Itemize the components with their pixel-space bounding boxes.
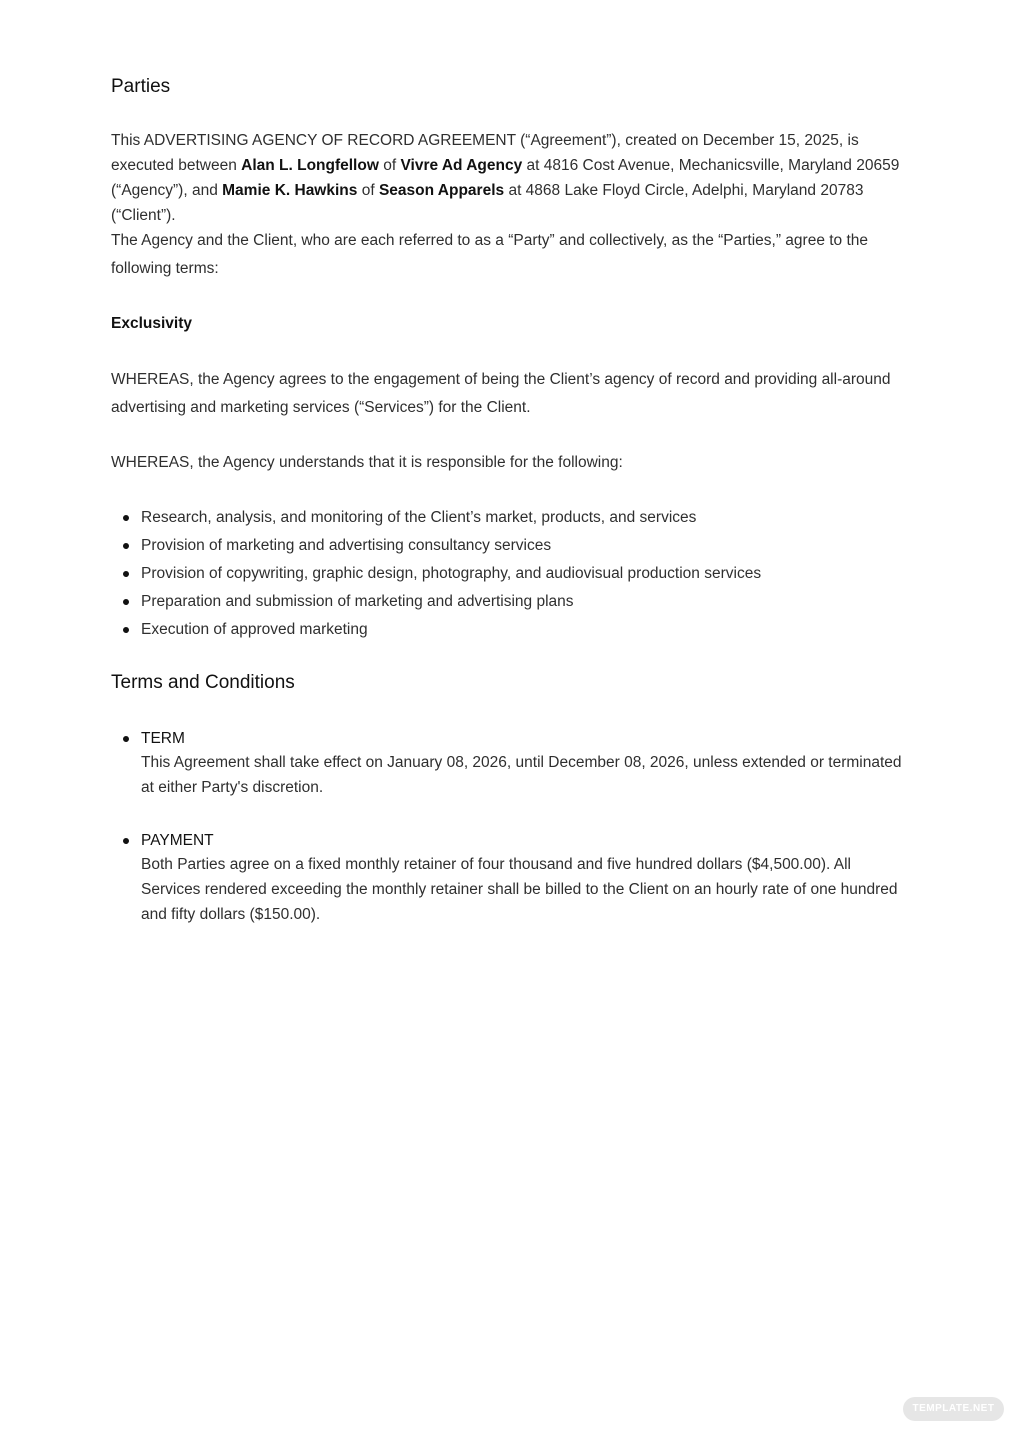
exclusivity-heading: Exclusivity xyxy=(111,315,192,332)
exclusivity-whereas-1: WHEREAS, the Agency agrees to the engagement of being the Client’s agency of record and providing all-around advertising and marketing services (“Services”) for the Client. xyxy=(111,371,891,416)
list-item-text: Execution of approved marketing xyxy=(141,621,368,638)
exclusivity-whereas-2: WHEREAS, the Agency understands that it is responsible for the following: xyxy=(111,454,623,471)
payment-body: Both Parties agree on a fixed monthly retainer of four thousand and five hundred dollars ($4,500.00). All Services rendered exceeding the monthly retainer shall be billed to the Client on an hourly rate of one hundred and fifty dollars ($150.00). xyxy=(141,856,898,923)
bullet-icon xyxy=(123,627,129,633)
list-item xyxy=(111,560,911,588)
parties-text-3: at 4868 Lake Floyd Circle, Adelphi, Maryland 20783 (“Client”). xyxy=(111,182,864,224)
bullet-icon xyxy=(123,543,129,549)
list-item-text: Preparation and submission of marketing and advertising plans xyxy=(141,593,574,610)
parties-agreement-paragraph: The Agency and the Client, who are each referred to as a “Party” and collectively, as the “Parties,” agree to the following terms: xyxy=(111,232,869,277)
parties-text-of-1: of xyxy=(378,157,401,174)
parties-text-2: at 4816 Cost Avenue, Mechanicsville, Maryland 20659 (“Agency”), and xyxy=(111,157,900,199)
bullet-icon xyxy=(123,736,129,742)
bullet-icon xyxy=(123,571,129,577)
parties-paragraph xyxy=(111,128,911,228)
term-body: This Agreement shall take effect on January 08, 2026, until December 08, 2026, unless extended or terminated at either Party's discretion. xyxy=(141,754,902,796)
list-item xyxy=(111,616,911,644)
agency-name: Vivre Ad Agency xyxy=(400,157,523,174)
client-name: Mamie K. Hawkins xyxy=(222,182,358,199)
list-item xyxy=(111,532,911,560)
payment-title: PAYMENT xyxy=(141,832,214,849)
list-item xyxy=(111,504,911,532)
list-item-text: Provision of copywriting, graphic design, photography, and audiovisual production services xyxy=(141,565,762,582)
agent-name: Alan L. Longfellow xyxy=(241,157,379,174)
list-item-text: Provision of marketing and advertising consultancy services xyxy=(141,537,552,554)
client-company: Season Apparels xyxy=(378,182,505,199)
template-watermark: TEMPLATE.NET xyxy=(903,1397,1004,1421)
bullet-icon xyxy=(123,599,129,605)
bullet-icon xyxy=(123,838,129,844)
responsibilities-list xyxy=(111,504,911,644)
parties-text-1: This ADVERTISING AGENCY OF RECORD AGREEMENT (“Agreement”), created on December 15, 2025, is executed between xyxy=(111,132,859,174)
bullet-icon xyxy=(123,515,129,521)
term-title: TERM xyxy=(141,730,185,747)
terms-heading: Terms and Conditions xyxy=(111,672,295,693)
parties-text-of-2: of xyxy=(357,182,379,199)
list-item xyxy=(111,588,911,616)
parties-heading: Parties xyxy=(111,76,171,97)
list-item-text: Research, analysis, and monitoring of the Client’s market, products, and services xyxy=(141,509,697,526)
